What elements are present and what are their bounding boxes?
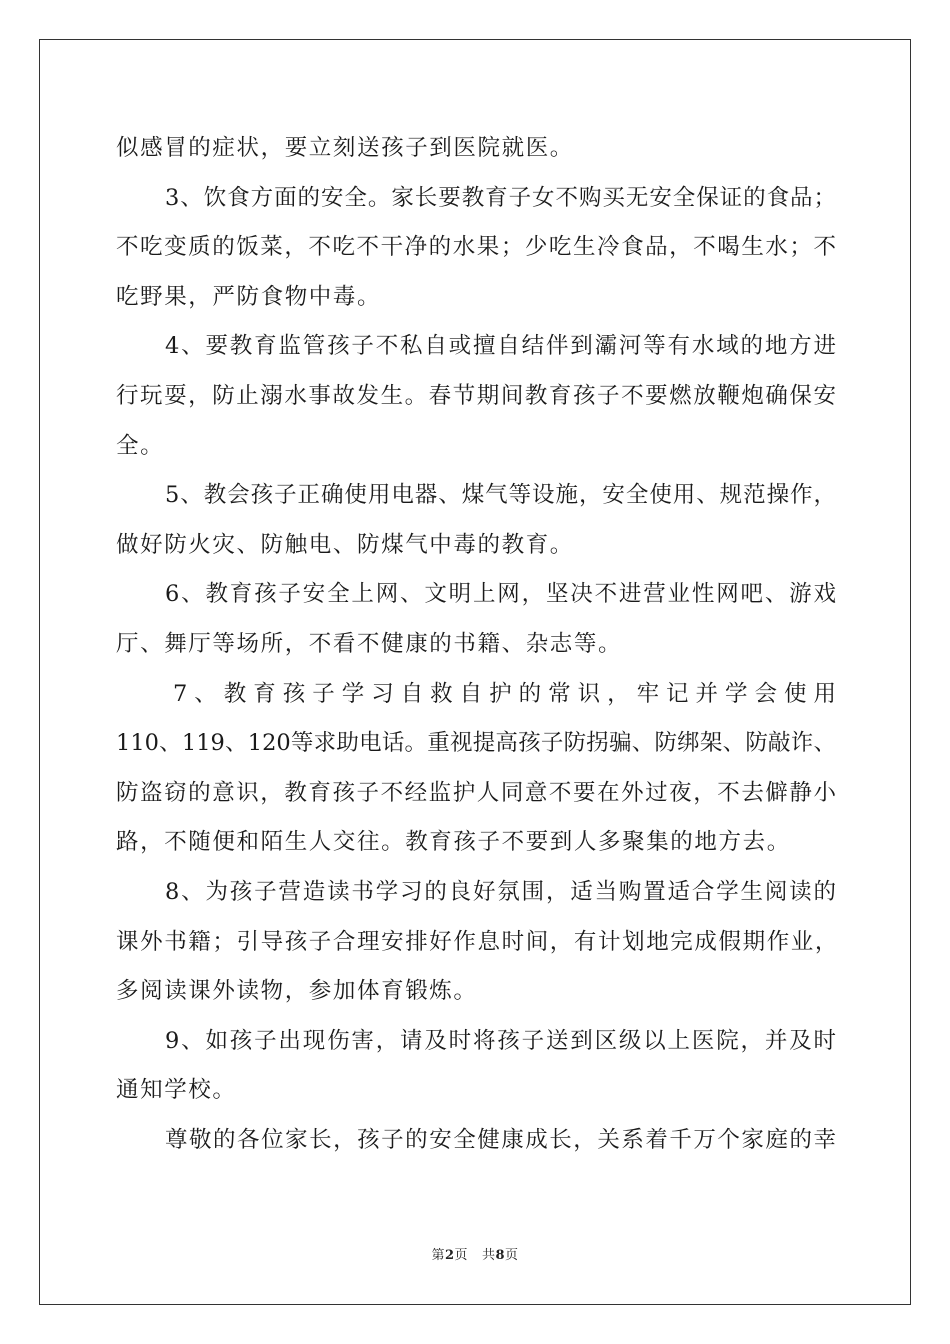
- text-line: 9、如孩子出现伤害，请及时将孩子送到区级以上医院，并及时: [165, 1027, 836, 1054]
- text-line: 多阅读课外读物，参加体育锻炼。: [116, 978, 478, 1005]
- text-line: 6、教育孩子安全上网、文明上网，坚决不进营业性网吧、游戏: [165, 581, 836, 608]
- text-line: 8、为孩子营造读书学习的良好氛围，适当购置适合学生阅读的: [165, 878, 836, 905]
- text-line: 防盗窃的意识，教育孩子不经监护人同意不要在外过夜，不去僻静小: [116, 779, 836, 806]
- document-body: [116, 124, 840, 1165]
- total-prefix: 共: [481, 1248, 496, 1263]
- text-line: 4、要教育监管孩子不私自或擅自结伴到灞河等有水域的地方进: [165, 333, 836, 360]
- page-suffix: 页: [454, 1248, 469, 1263]
- total-suffix: 页: [505, 1248, 519, 1263]
- text-line: 通知学校。: [116, 1077, 237, 1104]
- text-line: 行玩耍，防止溺水事故发生。春节期间教育孩子不要燃放鞭炮确保安: [116, 382, 836, 409]
- text-line: 课外书籍；引导孩子合理安排好作息时间，有计划地完成假期作业，: [116, 928, 840, 955]
- total-pages: 8: [495, 1248, 506, 1263]
- text-line: 7、教育孩子学习自救自护的常识，牢记并学会使用: [173, 680, 836, 707]
- page-footer: [0, 1244, 950, 1263]
- text-line: 3、饮食方面的安全。家长要教育子女不购买无安全保证的食品；: [165, 184, 836, 211]
- page-prefix: 第: [431, 1248, 445, 1263]
- text-line: 似感冒的症状，要立刻送孩子到医院就医。: [116, 135, 574, 161]
- text-line: 5、教会孩子正确使用电器、煤气等设施，安全使用、规范操作，: [165, 482, 836, 509]
- text-line: 尊敬的各位家长，孩子的安全健康成长，关系着千万个家庭的幸: [165, 1126, 836, 1153]
- text-line: 全。: [116, 432, 165, 459]
- text-line: 做好防火灾、防触电、防煤气中毒的教育。: [116, 531, 574, 558]
- text-line: 110、119、120等求助电话。重视提高孩子防拐骗、防绑架、防敲诈、: [116, 730, 836, 757]
- text-line: 不吃变质的饭菜，不吃不干净的水果；少吃生冷食品，不喝生水；不: [116, 234, 836, 261]
- text-line: 路，不随便和陌生人交往。教育孩子不要到人多聚集的地方去。: [116, 829, 791, 856]
- text-line: 吃野果，严防食物中毒。: [116, 283, 382, 310]
- page-number: 2: [444, 1248, 455, 1263]
- text-line: 厅、舞厅等场所，不看不健康的书籍、杂志等。: [116, 630, 623, 657]
